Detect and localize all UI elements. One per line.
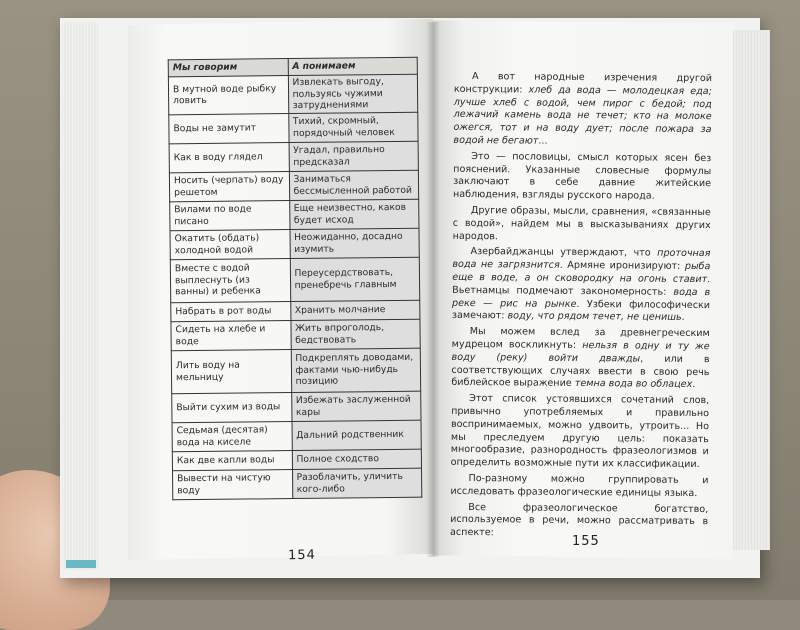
page-number-left: 154 (287, 547, 316, 564)
paragraph-italic: воду, что рядом течет, не ценишь (507, 310, 682, 324)
table-row (172, 449, 421, 471)
table-row (169, 170, 418, 202)
paragraph (452, 246, 711, 325)
table-row (168, 74, 417, 114)
table-row (171, 348, 420, 394)
phrase-cell: Седьмая (десятая) вода на киселе (172, 421, 292, 451)
table-header-we-say: Мы говорим (168, 59, 288, 77)
meaning-cell: Переусердствовать, пренебречь главным (290, 257, 420, 301)
paragraph (450, 473, 708, 501)
page-edges-left (62, 22, 98, 570)
table-row (170, 257, 419, 303)
meaning-cell: Хранить молчание (290, 300, 420, 320)
meaning-cell: Избежать заслуженной кары (291, 391, 421, 421)
right-page-text (450, 71, 712, 545)
phrase-cell: Сидеть на хлебе и воде (171, 320, 291, 350)
paragraph-italic: темна вода во облацех (574, 378, 693, 391)
paragraph-text: . (681, 312, 685, 324)
paragraph-italic: рыба еще в воде, а он сковородку на огонь ставит (452, 261, 711, 286)
paragraph (451, 393, 710, 472)
paragraph-italic: хлеб да вода — молодецкая еда; лучше хлеб с водой, чем пирог с бедой; под лежачий камень вода не течет; кто на молоке ожегся, тот и на воду дует; после пожара за водой не бегают (453, 84, 712, 147)
paragraph-text: Все фразеологическое богатство, используемое в речи, можно рассматривать в аспекте: (449, 501, 709, 539)
paragraph-text: . Вьетнамцы подмечают закономерность: (452, 274, 711, 298)
phrase-cell: Окатить (обдать) холодной водой (170, 229, 290, 259)
meaning-cell: Тихий, скромный, порядочный человек (288, 112, 418, 142)
table-header-we-mean: А понимаем (288, 57, 418, 75)
table-row (170, 228, 419, 260)
table-row (169, 141, 418, 173)
paragraph-italic: нельзя в одну и ту же воду (реку) войти дважды (451, 339, 710, 365)
phrase-table (168, 57, 423, 500)
phrase-cell: Вместе с водой выплеснуть (из ванны) и ребенка (170, 258, 290, 302)
paragraph-text: Мы можем вслед за древнегреческим мудрецом воскликнуть: (451, 326, 710, 351)
paragraph-text: Азербайджанцы утверждают, что (470, 246, 658, 260)
table-row (171, 300, 420, 322)
paragraph (450, 501, 708, 542)
table-row (170, 199, 419, 231)
phrase-cell: Набрать в рот воды (171, 301, 291, 321)
book-cover-strip (66, 560, 96, 568)
paragraph (453, 205, 711, 246)
paragraph-text: По-разному можно группировать и исследовать фразеологические единицы языка. (450, 472, 709, 499)
page-number-right: 155 (572, 534, 600, 549)
paragraph (451, 326, 710, 392)
phrase-cell: Вывести на чистую воду (173, 469, 293, 499)
page-edges-right (730, 30, 770, 550)
meaning-cell: Заниматься бессмысленной работой (289, 170, 419, 200)
phrase-cell: Носить (черпать) воду решетом (169, 171, 289, 201)
meaning-cell: Подкреплять доводами, фактами чью-нибудь позицию (291, 348, 421, 392)
meaning-cell: Неожиданно, досадно изумить (290, 228, 420, 258)
paragraph-text: . Армяне иронизируют: (559, 259, 685, 273)
phrase-cell: Как в воду глядел (169, 142, 289, 172)
paragraph-text: Этот список устоявшихся сочетаний слов, привычно употребляемых и правильно воспринимаемых, можно удвоить, утроить... Но мы преследуем другую цель: показать многообразие, разнородность фразеологизмов и определить возможные пути их классификации. (450, 393, 710, 471)
table-row (171, 319, 420, 351)
phrase-cell: Вилами по воде писано (170, 200, 290, 230)
paragraph-text: . Узбеки философически замечают: (451, 298, 711, 322)
paragraph-text: ... (538, 135, 548, 147)
book-gutter (426, 22, 440, 557)
phrase-cell: Как две капли воды (172, 450, 292, 470)
paragraph-text: . (692, 379, 696, 391)
phrase-cell: Воды не замутит (169, 113, 289, 143)
meaning-cell: Дальний родственник (292, 420, 422, 450)
table-row (172, 420, 421, 452)
meaning-cell: Разоблачить, уличить кого-либо (292, 468, 422, 498)
paragraph-italic: вода в реке — рис на рынке (451, 286, 711, 310)
paragraph-text: Другие образы, мысли, сравнения, «связанные с водой», найдем мы в высказываниях других народов. (452, 205, 711, 242)
phrase-cell: Выйти сухим из воды (172, 392, 292, 422)
meaning-cell: Еще неизвестно, каков будет исход (289, 199, 419, 229)
paragraph (453, 151, 711, 204)
paragraph-text: , или в соответствующих случаях ввести в свою речь библейское выражение (451, 353, 710, 390)
paragraph-text: Это — пословицы, смысл которых ясен без пояснений. Указанные словесные формулы заключают в себе давние житейские наблюдения, взгляды русского народа. (452, 150, 712, 202)
phrase-cell: Лить воду на мельницу (171, 349, 291, 393)
paragraph-italic: проточная вода не загрязнится (452, 248, 711, 271)
paragraph (453, 71, 712, 150)
meaning-cell: Угадал, правильно предсказал (289, 141, 419, 171)
table-row (172, 391, 421, 423)
meaning-cell: Полное сходство (292, 449, 422, 469)
meaning-cell: Жить впроголодь, бедствовать (290, 319, 420, 349)
table-row (169, 112, 418, 144)
table-row (173, 468, 422, 500)
paragraph-text: А вот народные изречения другой конструкции: (453, 71, 713, 96)
meaning-cell: Извлекать выгоду, пользуясь чужими затруднениями (288, 74, 418, 113)
phrase-cell: В мутной воде рыбку ловить (168, 76, 288, 115)
